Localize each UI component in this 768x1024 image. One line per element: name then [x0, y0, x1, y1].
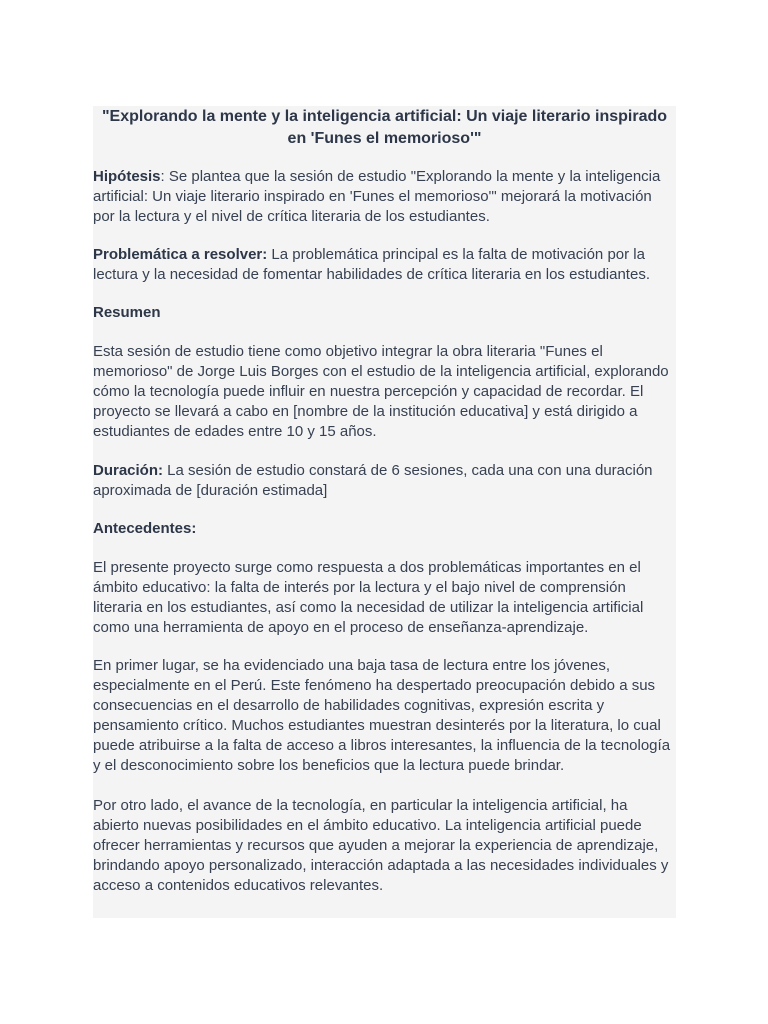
background-paragraph-1: El presente proyecto surge como respuesta a dos problemáticas importantes en el ámbito educativo: la falta de interés por la lectura y el bajo nivel de comprensión literaria en los estudiantes, así como la necesidad de utilizar la inteligencia artificial como una herramienta de apoyo en el proceso de enseñanza-aprendizaje.: [93, 559, 644, 636]
document-title: "Explorando la mente y la inteligencia artificial: Un viaje literario inspirado en 'Funes el memorioso'": [101, 108, 668, 147]
duration-label: Duración:: [93, 462, 164, 479]
hypothesis-label: Hipótesis: [93, 168, 161, 185]
summary-heading: Resumen: [93, 304, 161, 321]
hypothesis-paragraph: [93, 167, 676, 227]
duration-text: La sesión de estudio constará de 6 sesiones, cada una con una duración aproximada de [duración estimada]: [93, 462, 653, 499]
background-paragraph-2: En primer lugar, se ha evidenciado una baja tasa de lectura entre los jóvenes, especialmente en el Perú. Este fenómeno ha despertado preocupación debido a sus consecuencias en el desarrollo de habilidades cognitivas, expresión escrita y pensamiento crítico. Muchos estudiantes muestran desinterés por la literatura, lo cual puede atribuirse a la falta de acceso a libros interesantes, la influencia de la tecnología y el desconocimiento sobre los beneficios que la lectura puede brindar.: [93, 657, 671, 774]
document-page: [93, 106, 676, 918]
problem-text: La problemática principal es la falta de motivación por la lectura y la necesidad de fomentar habilidades de crítica literaria en los estudiantes.: [93, 246, 650, 283]
background-heading: Antecedentes:: [93, 520, 197, 537]
summary-paragraph: Esta sesión de estudio tiene como objetivo integrar la obra literaria "Funes el memorioso" de Jorge Luis Borges con el estudio de la inteligencia artificial, explorando cómo la tecnología puede influir en nuestra percepción y capacidad de recordar. El proyecto se llevará a cabo en [nombre de la institución educativa] y está dirigido a estudiantes de edades entre 10 y 15 años.: [93, 343, 669, 440]
problem-label: Problemática a resolver:: [93, 246, 268, 263]
hypothesis-text: : Se plantea que la sesión de estudio "Explorando la mente y la inteligencia artificial: Un viaje literario inspirado en 'Funes el memorioso'" mejorará la motivación por la lectura y el nivel de crítica literaria de los estudiantes.: [93, 168, 661, 225]
duration-paragraph: [93, 461, 676, 501]
problem-paragraph: [93, 245, 676, 285]
background-paragraph-3: Por otro lado, el avance de la tecnología, en particular la inteligencia artificial, ha abierto nuevas posibilidades en el ámbito educativo. La inteligencia artificial puede ofrecer herramientas y recursos que ayuden a mejorar la experiencia de aprendizaje, brindando apoyo personalizado, interacción adaptada a las necesidades individuales y acceso a contenidos educativos relevantes.: [93, 797, 669, 894]
